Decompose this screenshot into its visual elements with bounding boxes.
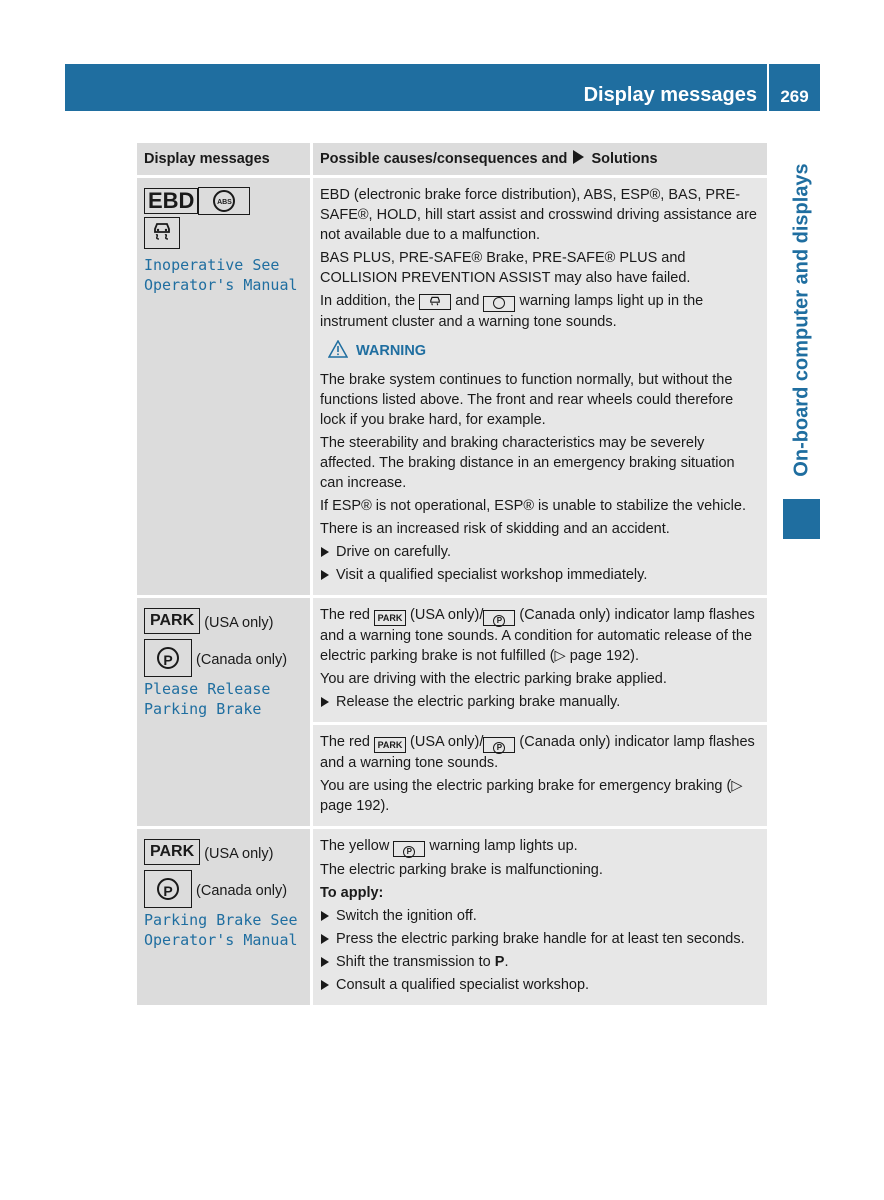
- text-span: .: [504, 954, 509, 970]
- park-lamp-icon: PARK: [374, 610, 406, 626]
- message-text-line-1: Please Release: [144, 680, 271, 698]
- arrow-right-icon: [573, 150, 584, 164]
- column-header-causes: [312, 143, 768, 177]
- message-text-line-1: Parking Brake See: [144, 911, 298, 929]
- usa-only-label: (USA only): [204, 615, 274, 631]
- paragraph: You are using the electric parking brake for emergency braking (▷ page 192).: [320, 778, 743, 814]
- paragraph: BAS PLUS, PRE-SAFE® Brake, PRE-SAFE® PLUS and COLLISION PREVENTION ASSIST may also have failed.: [320, 250, 691, 286]
- instruction-item: Visit a qualified specialist workshop immediately.: [320, 565, 760, 585]
- canada-only-label: (Canada only): [196, 651, 288, 668]
- warning-paragraph: The steerability and braking characteristics may be severely affected. The braking distance in an emergency braking situation can increase.: [320, 435, 735, 491]
- text-span: The yellow: [320, 838, 390, 854]
- parking-brake-lamp-icon: P: [483, 610, 515, 626]
- park-indicator-icon: PARK: [144, 839, 200, 865]
- warning-paragraph: There is an increased risk of skidding and an accident.: [320, 521, 670, 537]
- instruction-item: Press the electric parking brake handle for at least ten seconds.: [320, 929, 760, 949]
- table-row: [137, 828, 767, 1006]
- instruction-item: Drive on carefully.: [320, 542, 760, 562]
- parking-brake-lamp-icon: P: [483, 737, 515, 753]
- text-span: (USA only)/: [410, 607, 484, 623]
- causes-cell: [312, 177, 768, 597]
- table-row: [137, 597, 767, 724]
- column-header-display-messages: Display messages: [137, 143, 312, 177]
- paragraph: [320, 732, 760, 773]
- paragraph: You are driving with the electric parking brake applied.: [320, 671, 667, 687]
- table-row: [137, 177, 767, 597]
- esp-skid-indicator-icon: [144, 217, 180, 249]
- parking-brake-lamp-icon: P: [393, 841, 425, 857]
- paragraph: EBD (electronic brake force distribution), ABS, ESP®, BAS, PRE-SAFE®, HOLD, hill start assist and crosswind driving assistance are not available due to a malfunction.: [320, 187, 757, 243]
- text-span: and: [455, 293, 480, 309]
- display-message-cell: [137, 177, 312, 597]
- warning-heading: [328, 340, 760, 364]
- causes-cell: [312, 597, 768, 724]
- side-tab: [783, 150, 820, 490]
- paragraph: [320, 605, 760, 666]
- to-apply-heading: To apply:: [320, 885, 384, 901]
- message-text-line-2: Operator's Manual: [144, 276, 298, 294]
- warning-triangle-icon: [328, 340, 348, 364]
- text-span: warning lamp lights up.: [429, 838, 578, 854]
- table-header-row: [137, 143, 767, 177]
- abs-lamp-icon: [483, 296, 515, 312]
- abs-indicator-icon: ABS: [198, 187, 250, 215]
- instruction-item: Consult a qualified specialist workshop.: [320, 975, 760, 995]
- ebd-indicator-icon: EBD: [144, 188, 198, 214]
- display-message-cell: [137, 828, 312, 1006]
- paragraph: [320, 291, 760, 332]
- display-message-cell: [137, 597, 312, 828]
- paragraph: The electric parking brake is malfunctioning.: [320, 862, 603, 878]
- parking-brake-indicator-icon: P: [144, 639, 192, 677]
- page-number: 269: [780, 87, 809, 106]
- warning-label: WARNING: [356, 343, 427, 359]
- paragraph: [320, 836, 760, 857]
- instruction-item: Release the electric parking brake manually.: [320, 692, 760, 712]
- text-span: (USA only)/: [410, 734, 484, 750]
- warning-paragraph: The brake system continues to function normally, but without the functions listed above. The front and rear wheels could therefore lock if you brake hard, for example.: [320, 372, 734, 428]
- text-span: The red: [320, 607, 370, 623]
- text-span: In addition, the: [320, 293, 416, 309]
- esp-skid-lamp-icon: [419, 294, 451, 310]
- side-tab-marker: [783, 499, 820, 539]
- causes-cell: [312, 724, 768, 828]
- usa-only-label: (USA only): [204, 846, 274, 862]
- page-title: Display messages: [583, 84, 757, 106]
- causes-cell: [312, 828, 768, 1006]
- text-span: (Canada only) indicator lamp flashes and a warning tone sounds.: [320, 734, 755, 771]
- park-indicator-icon: PARK: [144, 608, 200, 634]
- text-span: warning lamps light up in the instrument cluster and a warning tone sounds.: [320, 293, 704, 330]
- header-bar: [65, 64, 767, 111]
- park-lamp-icon: PARK: [374, 737, 406, 753]
- message-text-line-1: Inoperative See: [144, 256, 280, 274]
- display-messages-table: [137, 143, 767, 1005]
- warning-paragraph: If ESP® is not operational, ESP® is unable to stabilize the vehicle.: [320, 498, 746, 514]
- instruction-item: [320, 952, 760, 972]
- gear-p-label: P: [494, 954, 505, 970]
- page-number-box: [769, 64, 820, 111]
- message-text-line-2: Parking Brake: [144, 700, 262, 718]
- instruction-item: Switch the ignition off.: [320, 906, 760, 926]
- column-header-solutions-text: Solutions: [591, 151, 658, 167]
- column-header-causes-text: Possible causes/consequences and: [320, 151, 568, 167]
- text-span: Shift the transmission to: [336, 954, 491, 970]
- text-span: (Canada only) indicator lamp flashes and a warning tone sounds. A condition for automatic release of the electric parking brake is not fulfilled (▷ page 192).: [320, 607, 755, 664]
- canada-only-label: (Canada only): [196, 882, 288, 899]
- text-span: The red: [320, 734, 370, 750]
- message-text-line-2: Operator's Manual: [144, 931, 298, 949]
- side-tab-label: On-board computer and displays: [790, 163, 812, 477]
- parking-brake-indicator-icon: P: [144, 870, 192, 908]
